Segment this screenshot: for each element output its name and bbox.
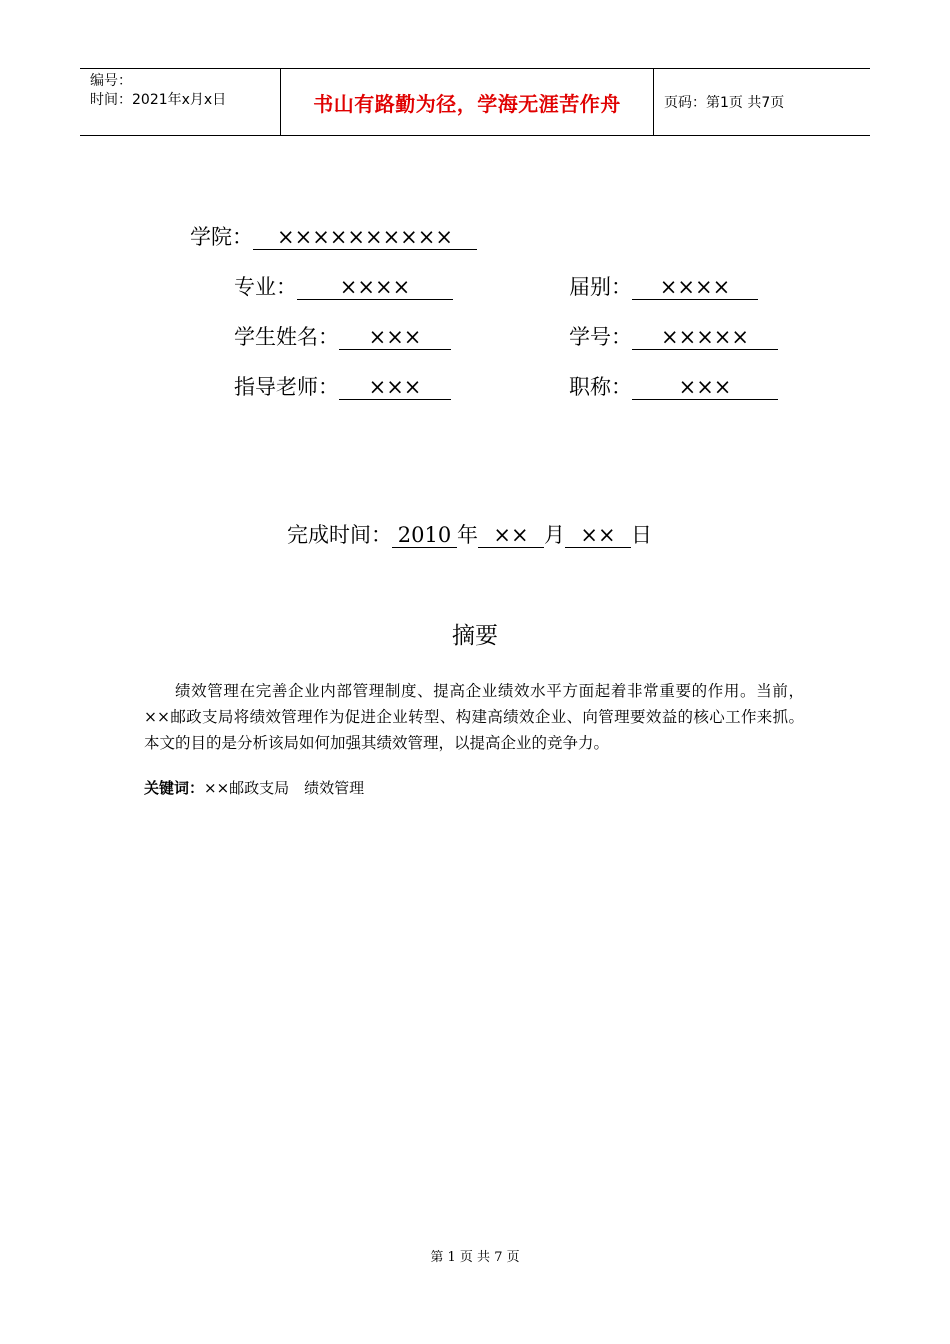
abstract-heading: 摘要 xyxy=(452,623,498,649)
completion-year: 2010 xyxy=(392,523,457,548)
completion-date xyxy=(287,519,652,549)
keywords-label: 关键词： xyxy=(144,779,205,797)
completion-month-unit: 月 xyxy=(544,523,565,547)
serial-label: 编号： xyxy=(90,73,132,89)
student-id-value: ××××× xyxy=(632,325,778,350)
advisor-title-value: ××× xyxy=(632,375,778,400)
student-id-field xyxy=(569,321,778,351)
student-value: ××× xyxy=(339,325,451,350)
major-field xyxy=(234,271,453,301)
header-table xyxy=(80,68,870,136)
advisor-field xyxy=(234,371,451,401)
header-motto: 书山有路勤为径，学海无涯苦作舟 xyxy=(281,69,654,135)
completion-year-unit: 年 xyxy=(457,523,478,547)
page-footer: 第 1 页 共 7 页 xyxy=(430,1250,520,1265)
completion-day-unit: 日 xyxy=(631,523,652,547)
advisor-label: 指导老师： xyxy=(234,375,339,399)
grade-value: ×××× xyxy=(632,275,758,300)
completion-label: 完成时间： xyxy=(287,523,392,547)
major-label: 专业： xyxy=(234,275,297,299)
header-left-cell xyxy=(80,69,281,135)
major-value: ×××× xyxy=(297,275,453,300)
college-field xyxy=(190,221,477,251)
advisor-title-field xyxy=(569,371,778,401)
advisor-value: ××× xyxy=(339,375,451,400)
completion-day: ×× xyxy=(565,523,631,548)
advisor-title-label: 职称： xyxy=(569,375,632,399)
college-value: ×××××××××× xyxy=(253,225,477,250)
grade-label: 届别： xyxy=(569,275,632,299)
grade-field xyxy=(569,271,758,301)
abstract-body: 绩效管理在完善企业内部管理制度、提高企业绩效水平方面起着非常重要的作用。当前，××邮政支局将绩效管理作为促进企业转型、构建高绩效企业、向管理要效益的核心工作来抓。本文的目的是分析该局如何加强其绩效管理，以提高企业的竞争力。 xyxy=(144,682,804,752)
time-label: 时间：2021年x月x日 xyxy=(90,92,227,108)
student-id-label: 学号： xyxy=(569,325,632,349)
keywords-value: ××邮政支局 绩效管理 xyxy=(204,779,365,797)
student-label: 学生姓名： xyxy=(234,325,339,349)
header-page-label: 页码：第1页 共7页 xyxy=(664,95,785,111)
college-label: 学院： xyxy=(190,225,253,249)
keywords-line xyxy=(144,777,364,798)
completion-month: ×× xyxy=(478,523,544,548)
student-field xyxy=(234,321,451,351)
